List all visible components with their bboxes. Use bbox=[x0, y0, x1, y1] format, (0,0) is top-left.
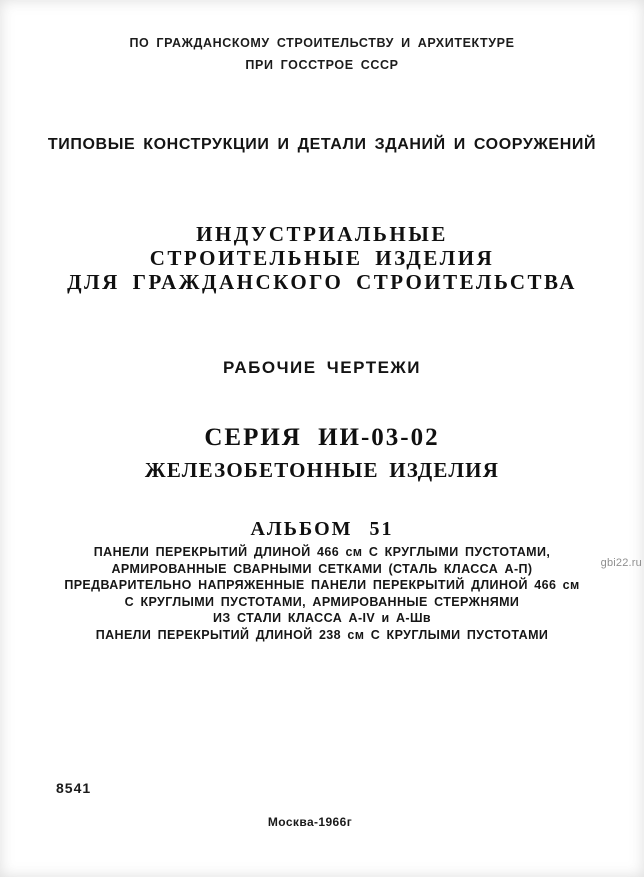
doc-type-caption: ТИПОВЫЕ КОНСТРУКЦИИ И ДЕТАЛИ ЗДАНИЙ И СООРУЖЕНИЙ bbox=[47, 136, 597, 153]
subtitle-working-drawings: РАБОЧИЕ ЧЕРТЕЖИ bbox=[223, 358, 421, 377]
album-description-line: ИЗ СТАЛИ КЛАССА А-IV и А-Шв bbox=[213, 611, 431, 625]
album-description-line: АРМИРОВАННЫЕ СВАРНЫМИ СЕТКАМИ (СТАЛЬ КЛАССА А-П) bbox=[111, 561, 533, 576]
header-organization-line2: ПРИ ГОССТРОЕ СССР bbox=[245, 58, 399, 72]
album-description-line: ПАНЕЛИ ПЕРЕКРЫТИЙ ДЛИНОЙ 238 см С КРУГЛЫМИ ПУСТОТАМИ bbox=[95, 627, 549, 642]
album-description bbox=[0, 544, 644, 643]
album-description-line: С КРУГЛЫМИ ПУСТОТАМИ, АРМИРОВАННЫЕ СТЕРЖНЯМИ bbox=[124, 594, 520, 609]
header-organization bbox=[0, 32, 644, 76]
series-materials: ЖЕЛЕЗОБЕТОННЫЕ ИЗДЕЛИЯ bbox=[144, 458, 500, 482]
main-title-line1: ИНДУСТРИАЛЬНЫЕ bbox=[196, 222, 448, 246]
main-title bbox=[0, 222, 644, 294]
album-number: АЛЬБОМ 51 bbox=[250, 518, 394, 540]
imprint-city-year: Москва-1966г bbox=[267, 815, 353, 829]
album-description-line: ПРЕДВАРИТЕЛЬНО НАПРЯЖЕННЫЕ ПАНЕЛИ ПЕРЕКРЫТИЙ ДЛИНОЙ 466 см bbox=[64, 578, 580, 592]
main-title-line2: СТРОИТЕЛЬНЫЕ ИЗДЕЛИЯ bbox=[149, 246, 495, 270]
main-title-line3: ДЛЯ ГРАЖДАНСКОГО СТРОИТЕЛЬСТВА bbox=[67, 270, 577, 294]
doc-code: 8541 bbox=[56, 780, 92, 796]
header-organization-line1: ПО ГРАЖДАНСКОМУ СТРОИТЕЛЬСТВУ И АРХИТЕКТУРЕ bbox=[129, 36, 515, 50]
album-description-line: ПАНЕЛИ ПЕРЕКРЫТИЙ ДЛИНОЙ 466 см С КРУГЛЫМИ ПУСТОТАМИ, bbox=[93, 545, 551, 559]
watermark-url: gbi22.ru bbox=[600, 557, 642, 569]
series-number: СЕРИЯ ИИ-03-02 bbox=[204, 424, 440, 451]
